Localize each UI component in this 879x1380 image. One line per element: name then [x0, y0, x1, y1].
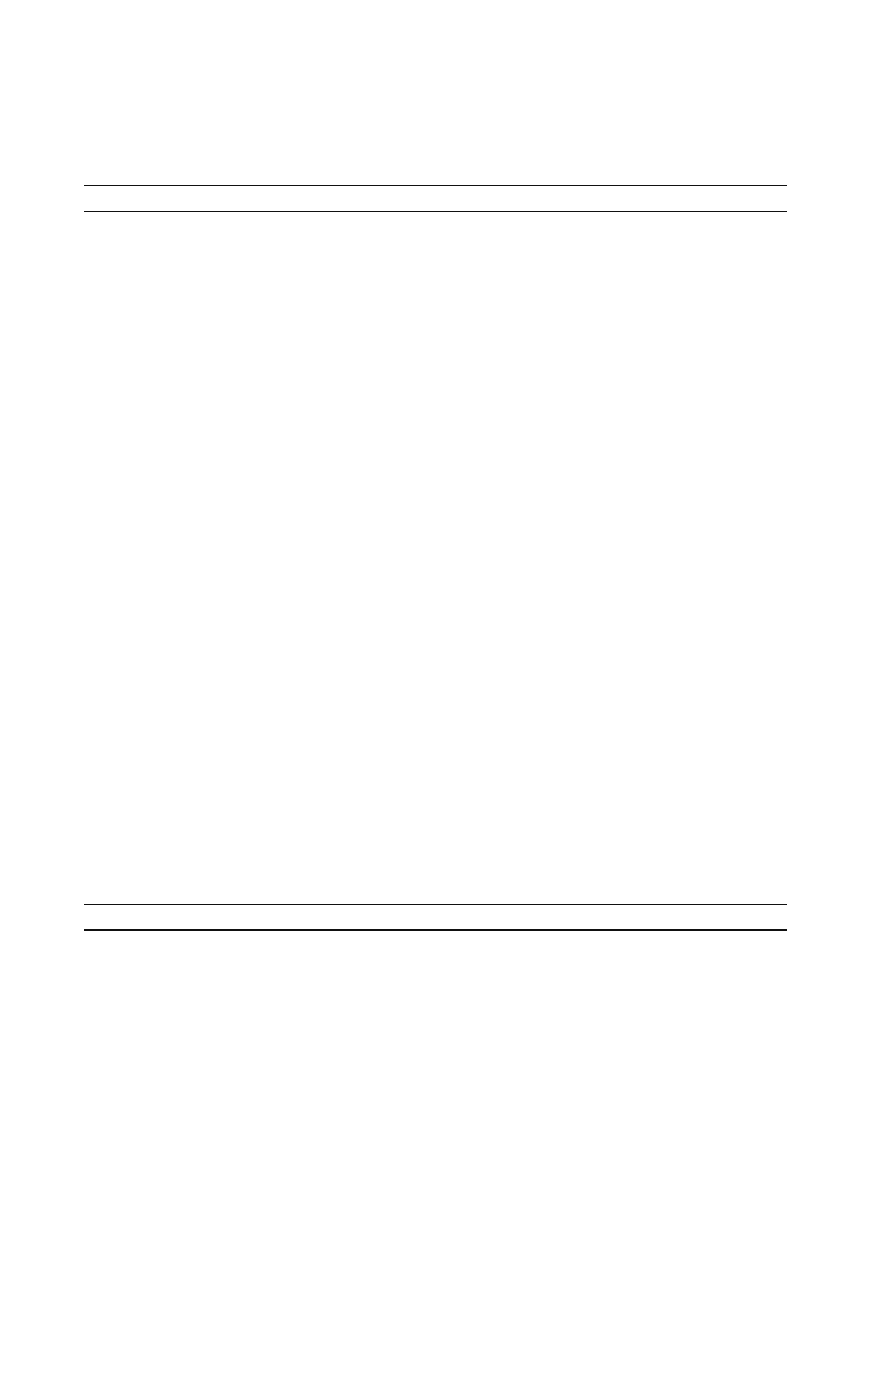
total-top-rule [84, 904, 787, 905]
table-bottom-rule [84, 929, 787, 931]
